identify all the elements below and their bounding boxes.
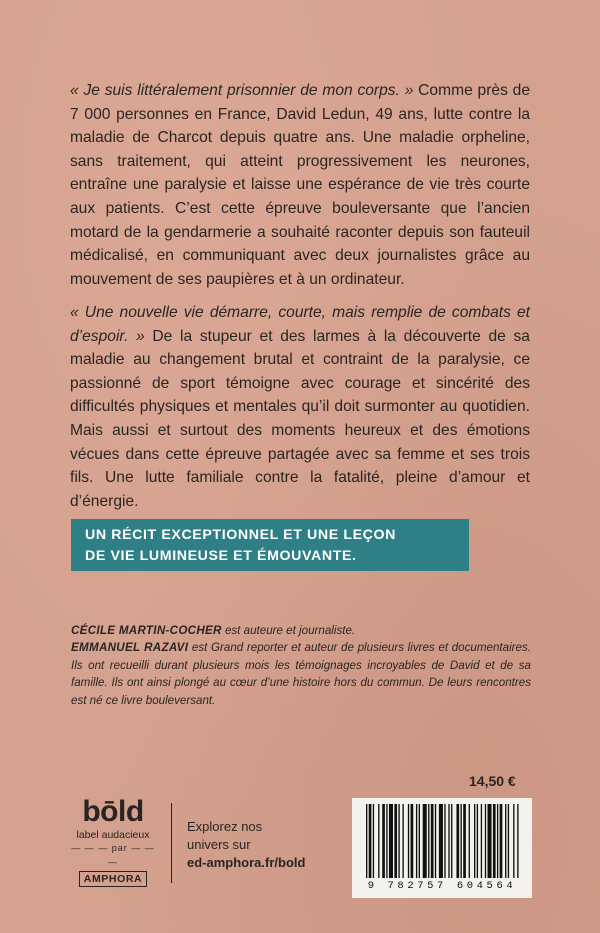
author-1-name: CÉCILE MARTIN-COCHER [71,624,222,637]
highlight-banner [71,519,469,571]
amphora-logo: AMPHORA [79,871,147,887]
barcode-bars [352,798,532,882]
explore-line-2: univers sur [187,837,251,852]
synopsis-text-2: De la stupeur et des larmes à la découverte de sa maladie au changement brutal et contraint de la paralysie, ce passionné de sport témoigne avec courage et sincérité des difficultés physiques et mentales qu’il doit surmonter au quotidien. Mais aussi et surtout des moments heureux et des émotions vécues dans cette épreuve partagée avec sa femme et ses trois fils. Une lutte familiale contre la fatalité, pleine d’amour et d’énergie. [70,327,530,510]
synopsis-paragraph-1 [70,79,530,291]
footer-divider [171,803,172,883]
author-bio-1 [71,622,531,639]
author-bios [71,622,531,709]
author-1-text: est auteure et journaliste. [221,624,356,637]
explore-line-1: Explorez nos [187,819,263,834]
bold-logo-word: bōld [82,795,144,828]
isbn-barcode [352,798,532,898]
publisher-par: — — — par — — — [71,843,155,867]
author-2-name: EMMANUEL RAZAVI [71,641,189,655]
website-link[interactable]: ed-amphora.fr/bold [187,855,306,870]
banner-line-2: DE VIE LUMINEUSE ET ÉMOUVANTE. [85,548,357,564]
opening-quote: « Je suis littéralement prisonnier de mon corps. » [70,82,414,99]
isbn-number: 9 782757 604564 [367,880,517,892]
publisher-tagline: label audacieux [76,829,150,841]
author-2-text: est Grand reporter et auteur de plusieurs livres et documentaires. Ils ont recueilli durant plusieurs mois les témoignages incroyables de David et de sa famille. Ils ont ainsi plongé au cœur d’une histoire hors du commun. De leurs rencontres est né ce livre bouleversant. [71,641,531,707]
explore-text [187,818,327,872]
second-quote: « Une nouvelle vie démarre, courte, mais remplie de combats et d’espoir. » [70,304,530,345]
price-label: 14,50 € [469,773,516,789]
banner-line-1: UN RÉCIT EXCEPTIONNEL ET UNE LEÇON [85,527,397,543]
synopsis-text-1: Comme près de 7 000 personnes en France, David Ledun, 49 ans, lutte contre la maladie de Charcot depuis quatre ans. Une maladie orpheline, sans traitement, qui atteint progressivement les neurones, entraîne une paralysie et laisse une espérance de vie très courte aux patients. C’est cette épreuve bouleversante que l’ancien motard de la gendarmerie a souhaité raconter depuis son fauteuil médicalisé, en communiquant avec deux journalistes grâce au mouvement de ses paupières et à un ordinateur. [70,82,530,288]
author-bio-2 [71,639,531,709]
publisher-logo [70,797,156,887]
synopsis-paragraph-2 [70,301,530,513]
